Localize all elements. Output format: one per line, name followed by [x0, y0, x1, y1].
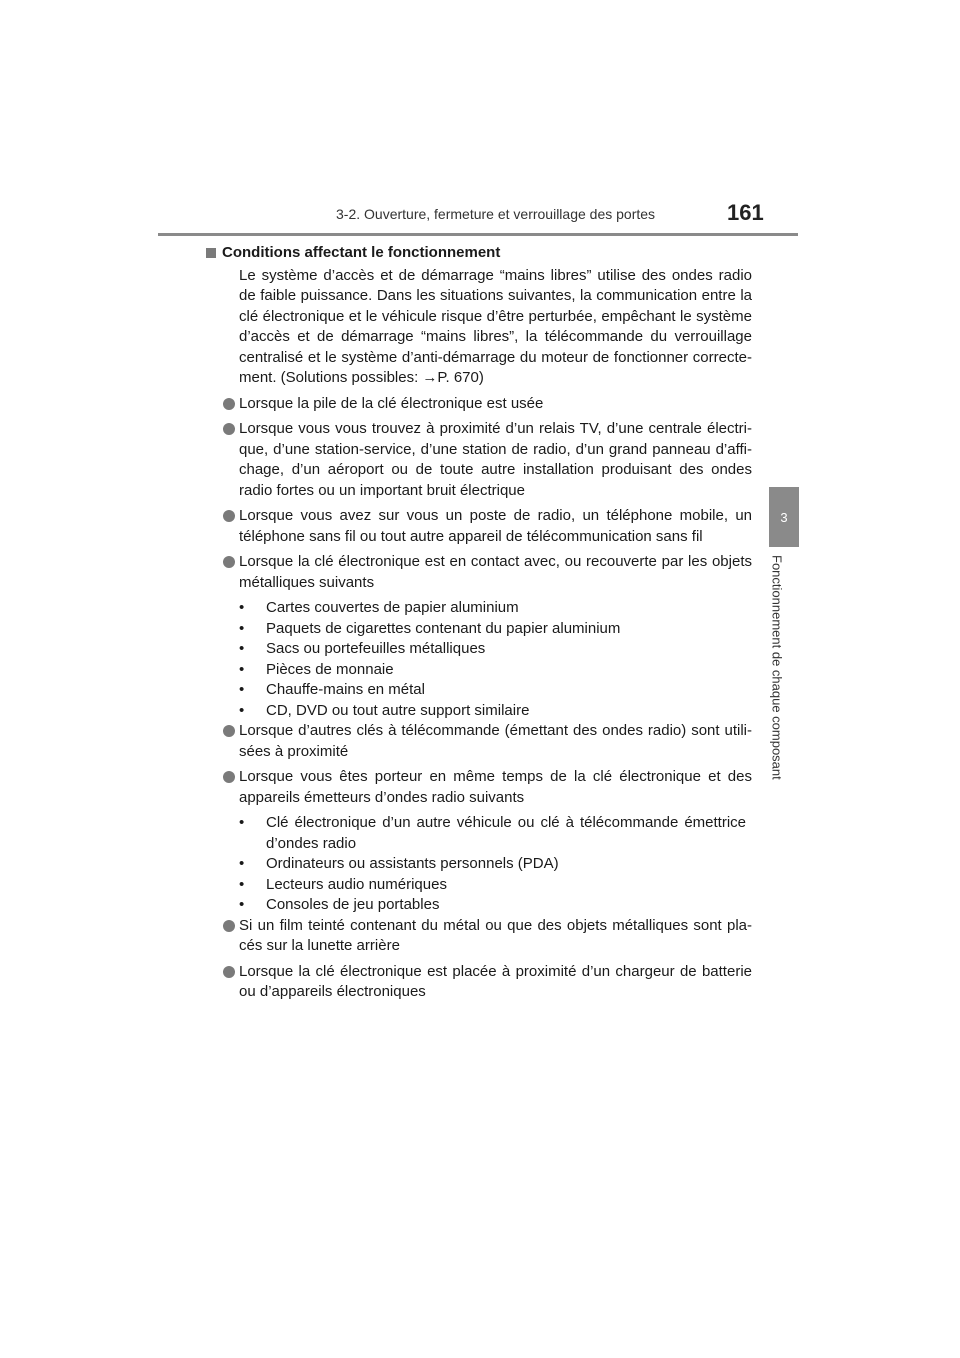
bullet-dot-icon	[223, 920, 235, 932]
bullet-dot-icon	[223, 725, 235, 737]
list-item	[222, 767, 752, 808]
section-heading	[220, 243, 752, 264]
sub-list	[239, 813, 752, 916]
list-item	[222, 552, 752, 593]
bullet-dot-icon	[223, 771, 235, 783]
sub-list	[239, 598, 752, 721]
sub-list-item: • Sacs ou portefeuilles métalliques	[239, 639, 752, 660]
list-item-text: Si un film teinté contenant du métal ou que des objets métalliques sont placés sur la lunette arrière	[239, 916, 752, 954]
bullet-dot-icon	[223, 556, 235, 568]
list-item-text: Lorsque la clé électronique est en contact avec, ou recouverte par les objets métalliques suivants	[239, 553, 752, 591]
list-item-text: Lorsque vous êtes porteur en même temps de la clé électronique et des appareils émetteurs d’ondes radio suivants	[239, 768, 752, 806]
sub-list-item: • Lecteurs audio numériques	[239, 875, 752, 896]
list-item-text: Lorsque vous vous trouvez à proximité d’un relais TV, d’une centrale électrique, d’une station-service, d’une station de radio, d’un grand panneau d’affichage, d’un aéroport ou de toute autre installation produisant des ondes radio fortes ou un important bruit électrique	[239, 420, 752, 499]
square-bullet-icon	[206, 248, 216, 258]
bullet-dot-icon	[223, 423, 235, 435]
bullet-dot-icon	[223, 398, 235, 410]
chapter-label: Fonctionnement de chaque composant	[769, 555, 785, 780]
list-item-text: Lorsque la pile de la clé électronique est usée	[239, 394, 544, 412]
list-item-text: Lorsque la clé électronique est placée à proximité d’un chargeur de batterie ou d’appareils électroniques	[239, 962, 752, 1000]
page-number: 161	[727, 200, 764, 225]
sub-list-item: • CD, DVD ou tout autre support similaire	[239, 701, 752, 722]
list-item	[222, 721, 752, 762]
bullet-dot-icon	[223, 966, 235, 978]
sub-list-item: • Cartes couvertes de papier aluminium	[239, 598, 752, 619]
list-item	[222, 419, 752, 501]
header-rule	[158, 233, 798, 236]
header-section-title: 3-2. Ouverture, fermeture et verrouillage des portes	[336, 206, 656, 222]
bullet-dot-icon	[223, 510, 235, 522]
page-content	[222, 243, 752, 1008]
list-item-text: Lorsque vous avez sur vous un poste de radio, un téléphone mobile, un téléphone sans fil ou tout autre appareil de télécommunication sans fil	[239, 507, 752, 545]
list-item	[222, 916, 752, 957]
sub-list-item: • Chauffe-mains en métal	[239, 680, 752, 701]
list-item	[222, 506, 752, 547]
section-heading-text: Conditions affectant le fonctionnement	[222, 244, 501, 261]
chapter-tab: 3	[769, 487, 799, 547]
list-item	[222, 962, 752, 1003]
sub-list-item: • Pièces de monnaie	[239, 660, 752, 681]
list-item	[222, 394, 752, 415]
bullet-list	[222, 394, 752, 1003]
sub-list-item: • Ordinateurs ou assistants personnels (PDA)	[239, 854, 752, 875]
sub-list-item: • Consoles de jeu portables	[239, 895, 752, 916]
sub-list-item: • Paquets de cigarettes contenant du papier aluminium	[239, 619, 752, 640]
list-item-text: Lorsque d’autres clés à télécommande (émettant des ondes radio) sont utilisées à proximité	[239, 722, 752, 760]
sub-list-item: • Clé électronique d’un autre véhicule ou clé à télécommande émettrice d’ondes radio	[239, 813, 752, 854]
intro-paragraph: Le système d’accès et de démarrage “mains libres” utilise des ondes radio de faible puissance. Dans les situations suivantes, la communication entre la clé électronique et le véhicule risque d’être perturbée, empêchant le système d’accès et de démarrage “mains libres”, la télécommande du verrouillage centralisé et le système d’anti-démarrage du moteur de fonctionner correctement. (Solutions possibles: →P. 670)	[239, 266, 752, 386]
